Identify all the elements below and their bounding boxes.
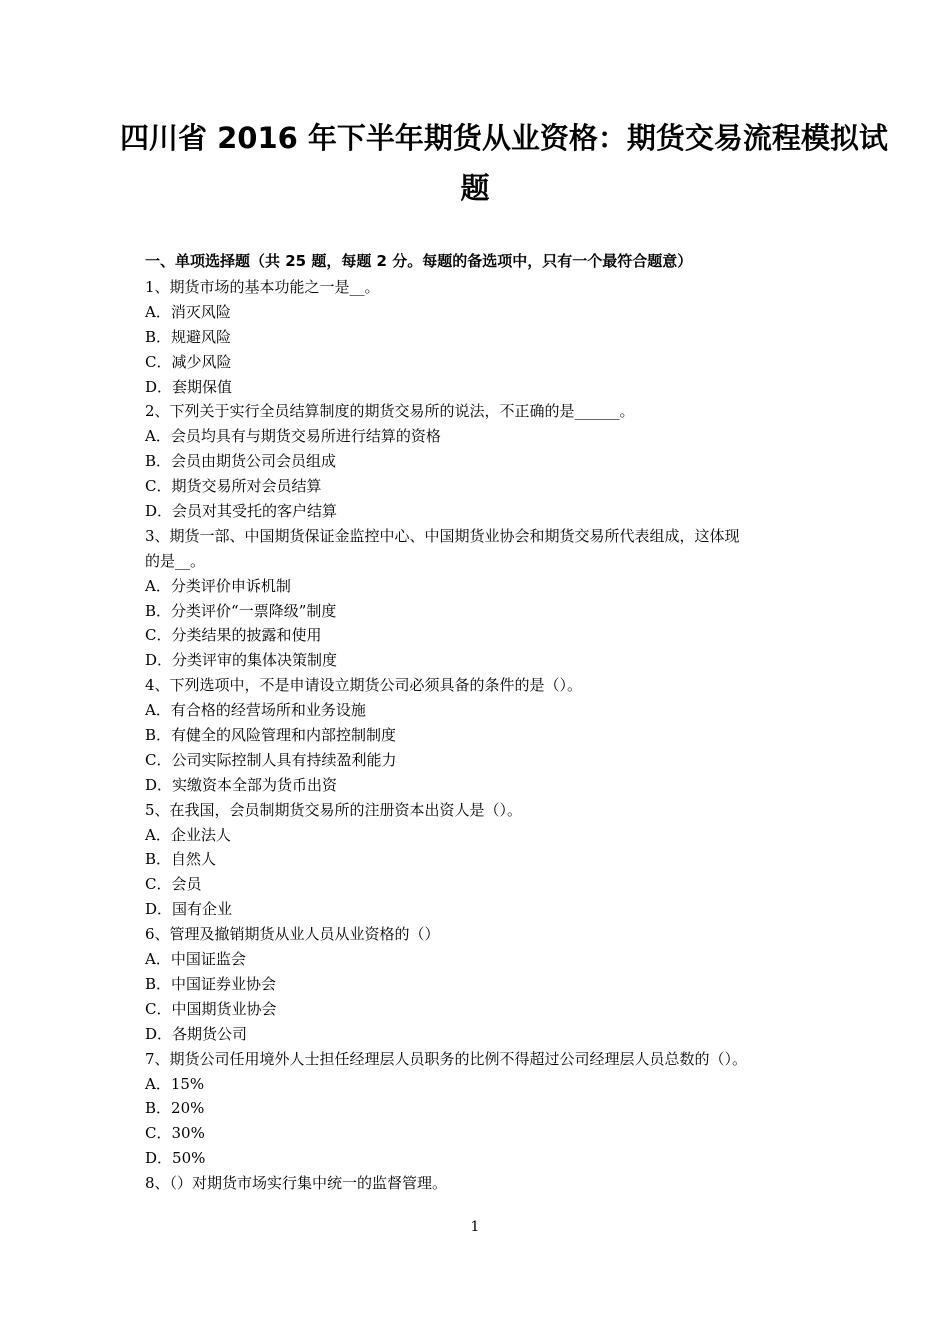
text-line: A．企业法人 <box>145 825 231 844</box>
text-line: B．自然人 <box>145 850 217 869</box>
text-line: 5、在我国，会员制期货交易所的注册资本出资人是（）。 <box>145 800 523 819</box>
text-line: D．分类评审的集体决策制度 <box>145 651 338 670</box>
text-line: D．各期货公司 <box>145 1024 248 1043</box>
text-line: B．中国证券业协会 <box>145 974 277 993</box>
text-line: C．会员 <box>145 875 202 894</box>
text-line: C．公司实际控制人具有持续盈利能力 <box>145 750 397 769</box>
text-line: B．20% <box>145 1099 205 1118</box>
text-line: 的是__。 <box>145 551 206 570</box>
text-line: A．15% <box>145 1074 205 1093</box>
text-line: C．中国期货业协会 <box>145 999 277 1018</box>
text-line: A．有合格的经营场所和业务设施 <box>145 701 366 720</box>
text-line: A．消灭风险 <box>145 302 231 321</box>
text-line: D．国有企业 <box>145 900 233 919</box>
text-line: B．有健全的风险管理和内部控制制度 <box>145 726 397 745</box>
text-line: 8、（）对期货市场实行集中统一的监督管理。 <box>145 1174 448 1193</box>
text-line: D．实缴资本全部为货币出资 <box>145 775 338 794</box>
text-line: 7、期货公司任用境外人士担任经理层人员职务的比例不得超过公司经理层人员总数的（）。 <box>145 1049 748 1068</box>
text-line: C．减少风险 <box>145 352 232 371</box>
page-number: 1 <box>470 1219 480 1235</box>
text-line: 4、下列选项中，不是申请设立期货公司必须具备的条件的是（）。 <box>145 676 583 695</box>
text-line: C．期货交易所对会员结算 <box>145 477 322 496</box>
text-line: B．会员由期货公司会员组成 <box>145 452 337 471</box>
text-line: A．中国证监会 <box>145 950 246 969</box>
text-line: B．规避风险 <box>145 327 232 346</box>
text-line: D．会员对其受托的客户结算 <box>145 502 338 521</box>
document-title-line-2: 题 <box>460 171 490 205</box>
text-line: A．会员均具有与期货交易所进行结算的资格 <box>145 427 441 446</box>
text-line: 1、期货市场的基本功能之一是__。 <box>145 278 380 296</box>
text-line: C．30% <box>145 1124 205 1143</box>
text-line: D．50% <box>145 1149 206 1168</box>
document-title-line-1: 四川省 2016 年下半年期货从业资格：期货交易流程模拟试 <box>120 121 888 155</box>
text-line: B．分类评价“一票降级”制度 <box>145 601 337 620</box>
text-line: D．套期保值 <box>145 377 233 396</box>
text-line: A．分类评价申诉机制 <box>145 576 291 595</box>
text-line: C．分类结果的披露和使用 <box>145 626 322 645</box>
text-line: 6、管理及撤销期货从业人员从业资格的（） <box>145 925 440 944</box>
text-line: 3、期货一部、中国期货保证金监控中心、中国期货业协会和期货交易所代表组成，这体现 <box>145 526 740 545</box>
text-line: 2、下列关于实行全员结算制度的期货交易所的说法，不正确的是______。 <box>145 402 635 421</box>
section-heading: 一、单项选择题（共 25 题，每题 2 分。每题的备选项中，只有一个最符合题意） <box>145 252 693 270</box>
question-list <box>145 275 825 1196</box>
